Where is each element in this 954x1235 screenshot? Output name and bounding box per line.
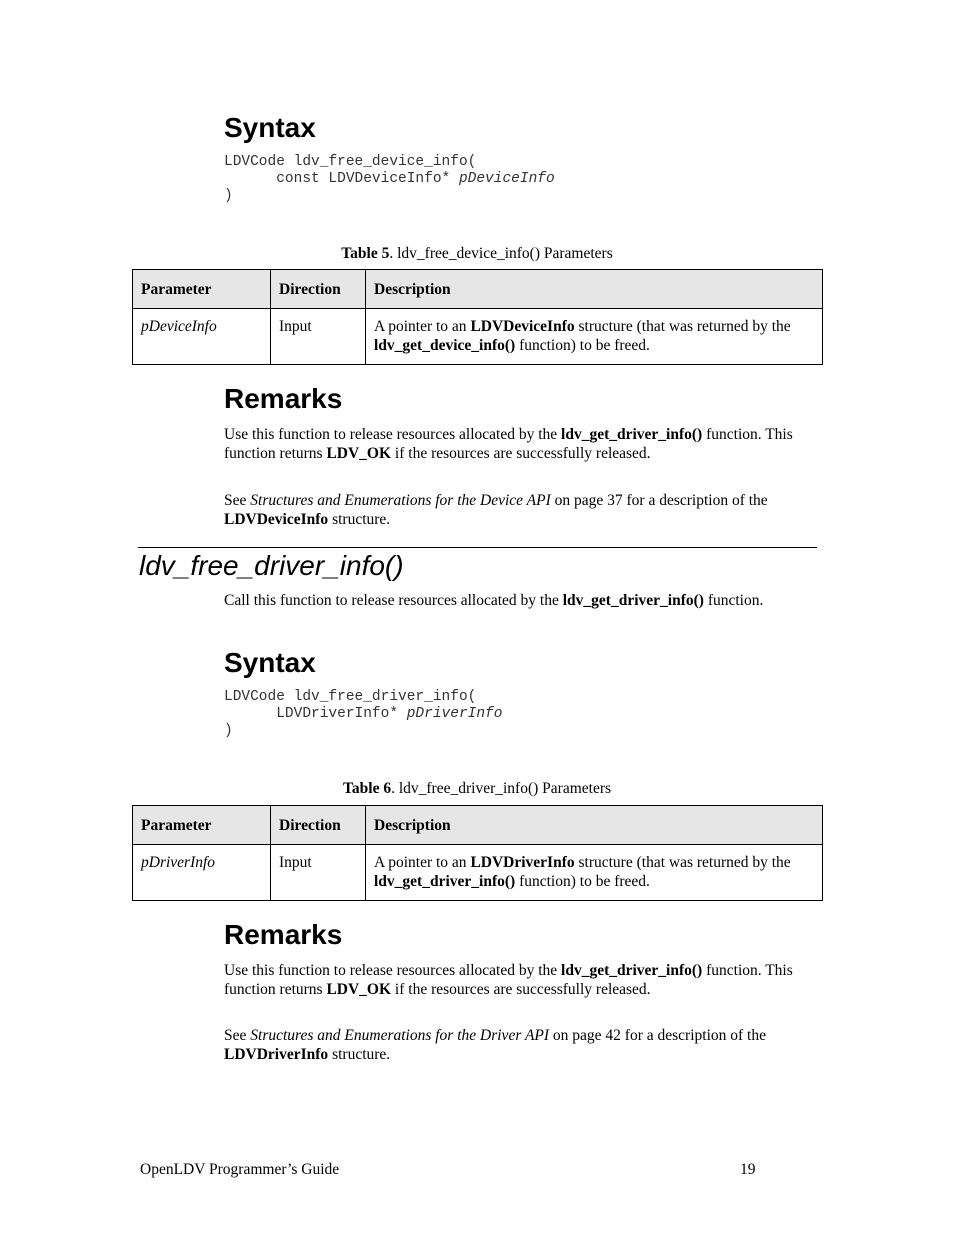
struct-name: LDVDriverInfo bbox=[224, 1046, 329, 1063]
table-row bbox=[133, 309, 823, 365]
table-caption-1 bbox=[132, 244, 822, 264]
cross-reference: Structures and Enumerations for the Driver API bbox=[250, 1027, 550, 1044]
cell-description bbox=[366, 309, 823, 365]
function-name: ldv_get_driver_info() bbox=[561, 426, 703, 443]
code-line: ) bbox=[224, 723, 233, 739]
remarks-heading-1: Remarks bbox=[224, 383, 343, 414]
desc-text: function) to be freed. bbox=[515, 873, 650, 890]
para-text: if the resources are successfully released. bbox=[391, 981, 651, 998]
para-text: Use this function to release resources allocated by the bbox=[224, 426, 562, 443]
header-direction: Direction bbox=[271, 806, 366, 845]
cell-description bbox=[366, 845, 823, 901]
code-line: LDVCode ldv_free_driver_info( bbox=[224, 689, 477, 705]
desc-text: function) to be freed. bbox=[515, 337, 650, 354]
remarks-paragraph bbox=[224, 961, 824, 999]
para-text: on page 42 for a description of the bbox=[549, 1027, 766, 1044]
desc-struct: LDVDeviceInfo bbox=[470, 318, 575, 335]
para-text: Call this function to release resources allocated by the bbox=[224, 592, 563, 609]
para-text: if the resources are successfully released. bbox=[391, 445, 651, 462]
para-text: See bbox=[224, 1027, 251, 1044]
para-text: function. This function returns bbox=[224, 962, 793, 998]
struct-name: LDVDeviceInfo bbox=[224, 511, 329, 528]
para-text: structure. bbox=[328, 511, 391, 528]
desc-text: A pointer to an bbox=[374, 318, 471, 335]
remarks-paragraph bbox=[224, 1026, 824, 1064]
header-description: Description bbox=[366, 270, 823, 309]
remarks-paragraph bbox=[224, 491, 824, 529]
section-divider bbox=[138, 547, 817, 548]
desc-struct: LDVDriverInfo bbox=[470, 854, 575, 871]
footer-page-number: 19 bbox=[740, 1161, 756, 1178]
code-line: ) bbox=[224, 188, 233, 204]
desc-function: ldv_get_driver_info() bbox=[374, 873, 516, 890]
code-param: pDeviceInfo bbox=[458, 171, 555, 187]
code-line: const LDVDeviceInfo* bbox=[224, 171, 459, 187]
syntax-heading-2: Syntax bbox=[224, 647, 316, 678]
table-caption-text: . ldv_free_device_info() Parameters bbox=[389, 245, 613, 262]
remarks-paragraph bbox=[224, 425, 824, 463]
syntax-heading-1: Syntax bbox=[224, 112, 316, 143]
function-name: ldv_get_driver_info() bbox=[562, 592, 704, 609]
table-caption-2 bbox=[132, 779, 822, 799]
table-label: Table 6 bbox=[342, 780, 392, 797]
header-direction: Direction bbox=[271, 270, 366, 309]
intro-paragraph bbox=[224, 591, 824, 610]
table-row bbox=[133, 845, 823, 901]
return-code: LDV_OK bbox=[326, 981, 392, 998]
cross-reference: Structures and Enumerations for the Device API bbox=[250, 492, 551, 509]
header-description: Description bbox=[366, 806, 823, 845]
para-text: on page 37 for a description of the bbox=[550, 492, 768, 509]
header-parameter: Parameter bbox=[133, 270, 271, 309]
desc-text: structure (that was returned by the bbox=[574, 318, 791, 335]
para-text: See bbox=[224, 492, 251, 509]
code-param: pDriverInfo bbox=[406, 706, 503, 722]
cell-parameter: pDeviceInfo bbox=[133, 309, 271, 365]
code-line: LDVCode ldv_free_device_info( bbox=[224, 154, 477, 170]
table-header-row bbox=[133, 270, 823, 309]
table-label: Table 5 bbox=[341, 245, 390, 262]
table-caption-text: . ldv_free_driver_info() Parameters bbox=[391, 780, 612, 797]
header-parameter: Parameter bbox=[133, 806, 271, 845]
para-text: function. bbox=[703, 592, 764, 609]
desc-text: structure (that was returned by the bbox=[574, 854, 791, 871]
cell-direction: Input bbox=[271, 845, 366, 901]
para-text: structure. bbox=[328, 1046, 391, 1063]
footer-guide-title: OpenLDV Programmer’s Guide bbox=[140, 1161, 340, 1178]
parameters-table-2 bbox=[132, 805, 823, 901]
function-title: ldv_free_driver_info() bbox=[139, 550, 404, 581]
para-text: function. This function returns bbox=[224, 426, 793, 462]
function-name: ldv_get_driver_info() bbox=[561, 962, 703, 979]
parameters-table-1 bbox=[132, 269, 823, 365]
remarks-heading-2: Remarks bbox=[224, 919, 343, 950]
code-line: LDVDriverInfo* bbox=[224, 706, 407, 722]
desc-text: A pointer to an bbox=[374, 854, 471, 871]
cell-parameter: pDriverInfo bbox=[133, 845, 271, 901]
code-block-1 bbox=[224, 154, 555, 205]
para-text: Use this function to release resources allocated by the bbox=[224, 962, 562, 979]
code-block-2 bbox=[224, 689, 502, 740]
desc-function: ldv_get_device_info() bbox=[374, 337, 516, 354]
cell-direction: Input bbox=[271, 309, 366, 365]
return-code: LDV_OK bbox=[326, 445, 392, 462]
table-header-row bbox=[133, 806, 823, 845]
